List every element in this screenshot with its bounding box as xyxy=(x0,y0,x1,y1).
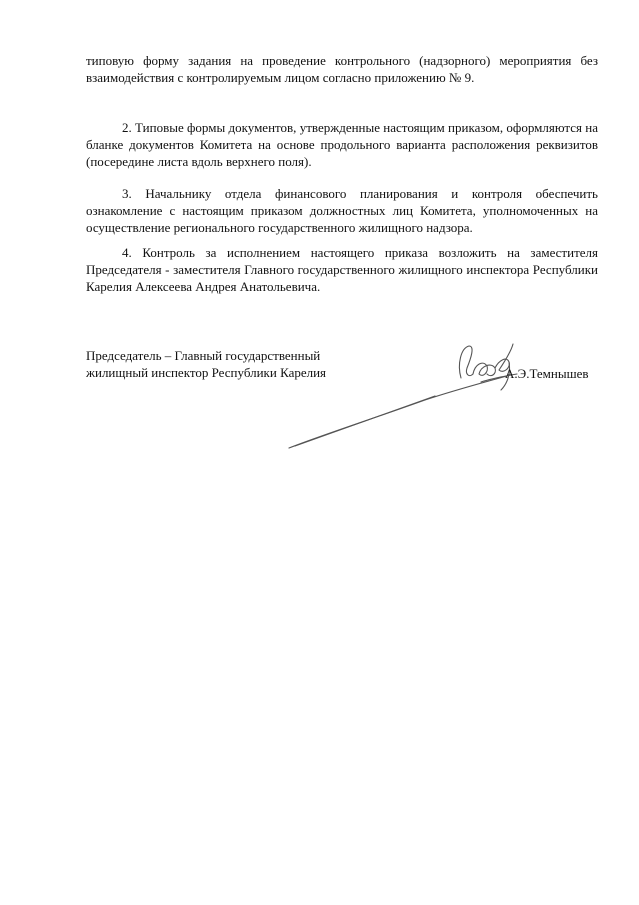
paragraph-2: 2. Типовые формы документов, утвержденные настоящим приказом, оформляются на бланке документов Комитета на основе продольного варианта расположения реквизитов (посередине листа вдоль верхнего поля). xyxy=(86,120,598,169)
paragraph-1: типовую форму задания на проведение контрольного (надзорного) мероприятия без взаимодействия с контролируемым лицом согласно приложению № 9. xyxy=(86,53,598,85)
signatory-title-line-2: жилищный инспектор Республики Карелия xyxy=(86,365,327,380)
handwritten-signature xyxy=(285,338,525,450)
signatory-title-line-1: Председатель – Главный государственный xyxy=(86,348,321,363)
paragraph-4: 4. Контроль за исполнением настоящего приказа возложить на заместителя Председателя - заместителя Главного государственного жилищного инспектора Республики Карелия Алексеева Андрея Анатольевича. xyxy=(86,245,598,294)
signatory-name: А.Э.Темнышев xyxy=(505,366,589,381)
paragraph-3: 3. Начальнику отдела финансового планирования и контроля обеспечить ознакомление с настоящим приказом должностных лиц Комитета, уполномоченных на осуществление регионального государственного жилищного надзора. xyxy=(86,186,598,235)
